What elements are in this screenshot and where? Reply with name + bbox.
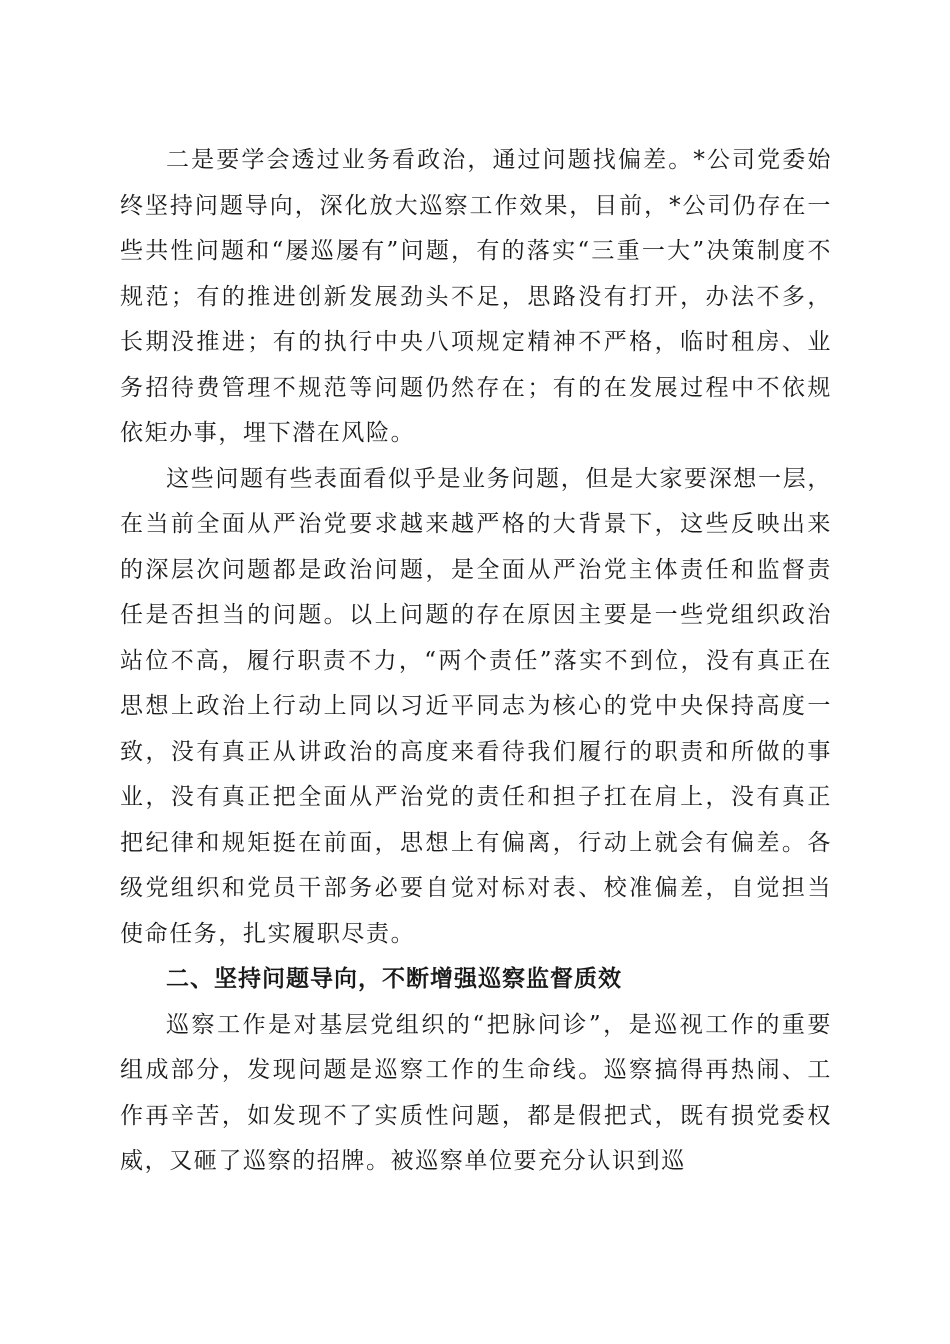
document-body — [120, 138, 832, 1185]
paragraph-deep-problems: 这些问题有些表面看似乎是业务问题，但是大家要深想一层，在当前全面从严治党要求越来越严格的大背景下，这些反映出来的深层次问题都是政治问题，是全面从严治党主体责任和监督责任是否担当的问题。以上问题的存在原因主要是一些党组织政治站位不高，履行职责不力，“两个责任”落实不到位，没有真正在思想上政治上行动上同以习近平同志为核心的党中央保持高度一致，没有真正从讲政治的高度来看待我们履行的职责和所做的事业，没有真正把全面从严治党的责任和担子扛在肩上，没有真正把纪律和规矩挺在前面，思想上有偏离，行动上就会有偏差。各级党组织和党员干部务必要自觉对标对表、校准偏差，自觉担当使命任务，扎实履职尽责。 — [120, 465, 832, 947]
paragraph-inspection-work: 巡察工作是对基层党组织的“把脉问诊”，是巡视工作的重要组成部分，发现问题是巡察工作的生命线。巡察搞得再热闹、工作再辛苦，如发现不了实质性问题，都是假把式，既有损党委权威，又砸了巡察的招牌。被巡察单位要充分认识到巡 — [120, 1011, 832, 1174]
section-heading: 二、坚持问题导向，不断增强巡察监督质效 — [166, 966, 622, 992]
paragraph-business-politics: 二是要学会透过业务看政治，通过问题找偏差。*公司党委始终坚持问题导向，深化放大巡察工作效果，目前，*公司仍存在一些共性问题和“屡巡屡有”问题，有的落实“三重一大”决策制度不规范；有的推进创新发展劲头不足，思路没有打开，办法不多，长期没推进；有的执行中央八项规定精神不严格，临时租房、业务招待费管理不规范等问题仍然存在；有的在发展过程中不依规依矩办事，埋下潜在风险。 — [120, 147, 832, 446]
